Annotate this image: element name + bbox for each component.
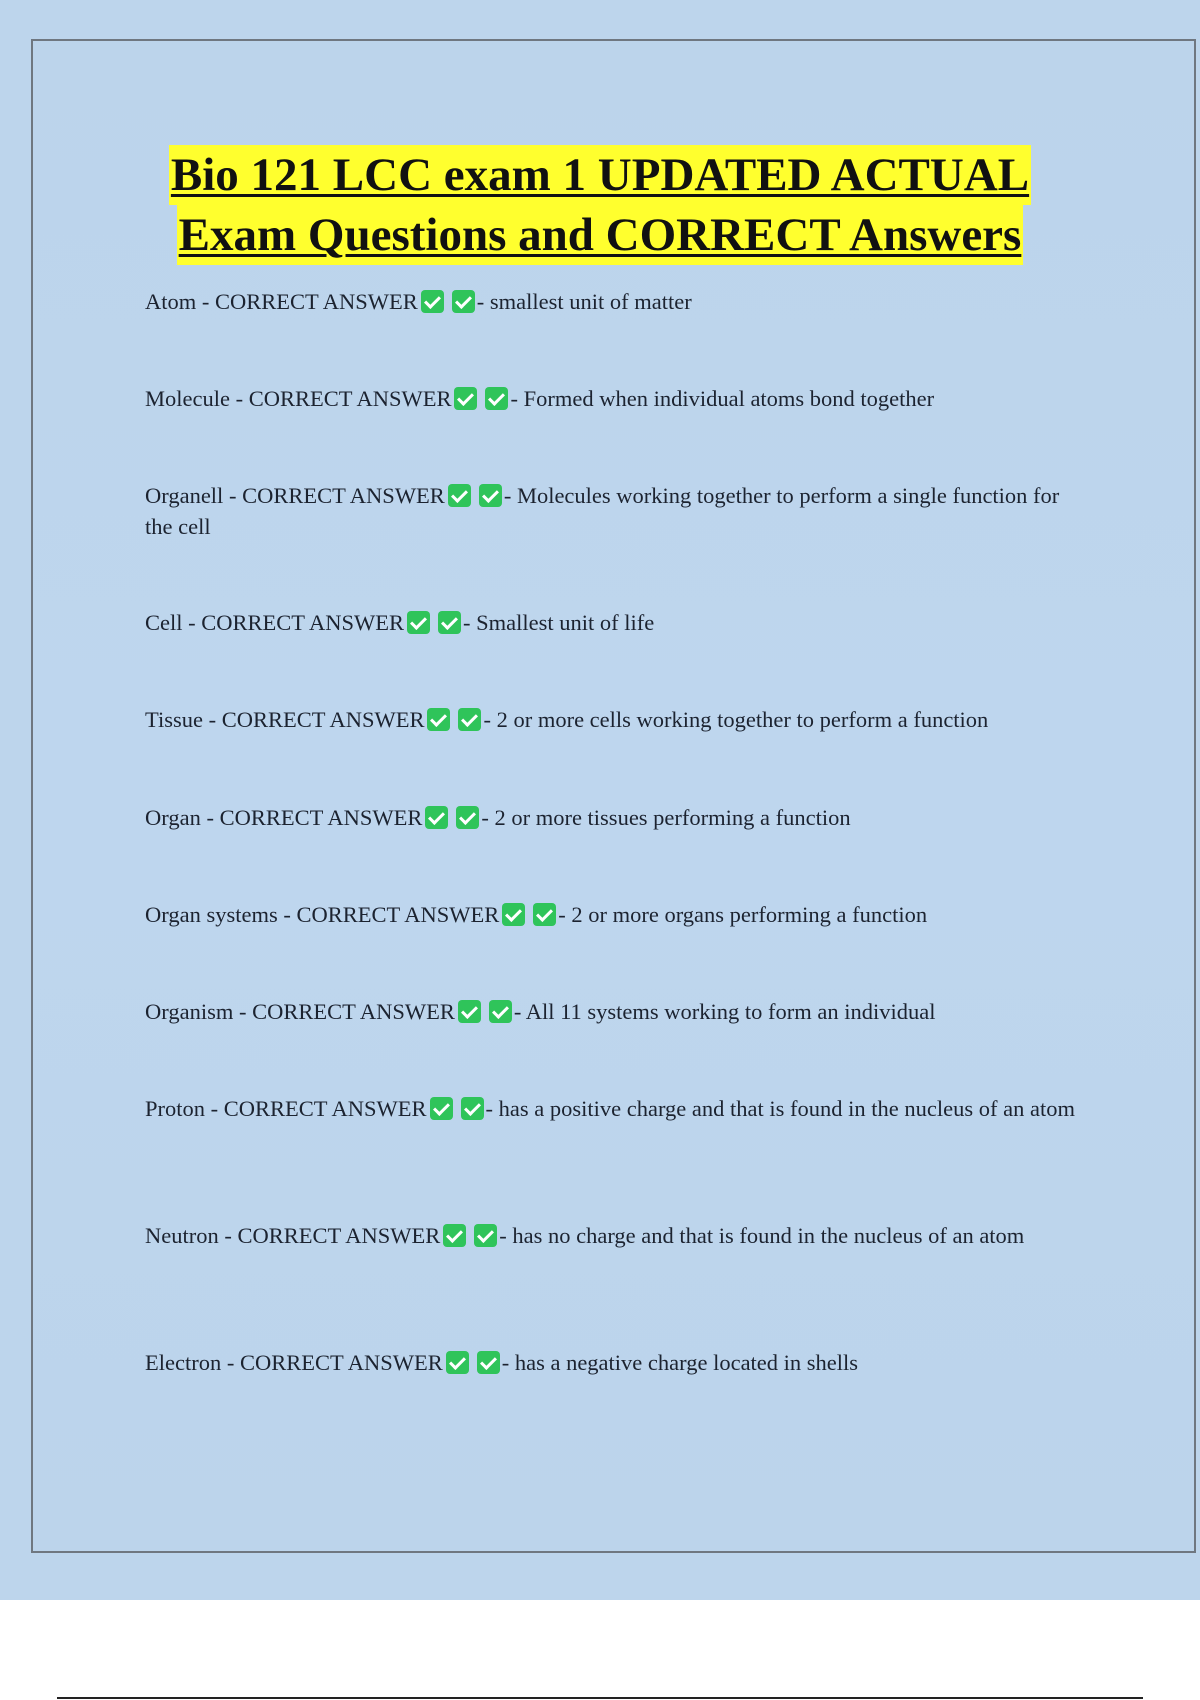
answer-marker: CORRECT ANSWER bbox=[237, 1223, 441, 1248]
qa-definition: has no charge and that is found in the nucleus of an atom bbox=[512, 1223, 1025, 1248]
answer-marker: CORRECT ANSWER bbox=[223, 1096, 427, 1121]
qa-term: Neutron bbox=[145, 1223, 219, 1248]
qa-definition: Smallest unit of life bbox=[476, 610, 655, 635]
check-icon bbox=[427, 708, 450, 731]
qa-term: Electron bbox=[145, 1350, 222, 1375]
qa-item-electron: Electron - CORRECT ANSWER - has a negative charge located in shells bbox=[145, 1350, 859, 1375]
qa-definition: has a negative charge located in shells bbox=[514, 1350, 859, 1375]
title-line-2: Exam Questions and CORRECT Answers bbox=[177, 205, 1024, 265]
qa-term: Cell bbox=[145, 610, 183, 635]
qa-item-organell: Organell - CORRECT ANSWER - Molecules working together to perform a single function for the cell bbox=[145, 483, 1060, 539]
title-line-1: Bio 121 LCC exam 1 UPDATED ACTUAL bbox=[169, 145, 1031, 205]
check-icon bbox=[479, 484, 502, 507]
answer-marker: CORRECT ANSWER bbox=[248, 386, 452, 411]
qa-definition: Formed when individual atoms bond together bbox=[523, 386, 935, 411]
answer-marker: CORRECT ANSWER bbox=[296, 902, 500, 927]
qa-item-proton: Proton - CORRECT ANSWER - has a positive charge and that is found in the nucleus of an atom bbox=[145, 1096, 1075, 1121]
qa-definition: smallest unit of matter bbox=[489, 289, 692, 314]
qa-definition: has a positive charge and that is found in the nucleus of an atom bbox=[498, 1096, 1075, 1121]
qa-item-organism: Organism - CORRECT ANSWER - All 11 systems working to form an individual bbox=[145, 999, 936, 1024]
qa-item-organ-systems: Organ systems - CORRECT ANSWER - 2 or more organs performing a function bbox=[145, 902, 928, 927]
qa-term: Atom bbox=[145, 289, 197, 314]
qa-term: Organ bbox=[145, 805, 201, 830]
qa-term: Proton bbox=[145, 1096, 206, 1121]
check-icon bbox=[425, 806, 448, 829]
answer-marker: CORRECT ANSWER bbox=[221, 707, 425, 732]
check-icon bbox=[421, 290, 444, 313]
qa-definition: 2 or more tissues performing a function bbox=[494, 805, 851, 830]
qa-term: Molecule bbox=[145, 386, 230, 411]
qa-definition: All 11 systems working to form an individual bbox=[525, 999, 936, 1024]
answer-marker: CORRECT ANSWER bbox=[219, 805, 423, 830]
qa-term: Organism bbox=[145, 999, 234, 1024]
check-icon bbox=[443, 1224, 466, 1247]
qa-definition: 2 or more cells working together to perform a function bbox=[496, 707, 989, 732]
check-icon bbox=[438, 611, 461, 634]
qa-item-molecule: Molecule - CORRECT ANSWER - Formed when individual atoms bond together bbox=[145, 386, 935, 411]
qa-item-organ: Organ - CORRECT ANSWER - 2 or more tissues performing a function bbox=[145, 805, 851, 830]
check-icon bbox=[448, 484, 471, 507]
answer-marker: CORRECT ANSWER bbox=[201, 610, 404, 635]
check-icon bbox=[458, 708, 481, 731]
check-icon bbox=[454, 387, 477, 410]
check-icon bbox=[456, 806, 479, 829]
check-icon bbox=[474, 1224, 497, 1247]
check-icon bbox=[502, 903, 525, 926]
check-icon bbox=[407, 611, 430, 634]
qa-item-neutron: Neutron - CORRECT ANSWER - has no charge and that is found in the nucleus of an atom bbox=[145, 1223, 1025, 1248]
answer-marker: CORRECT ANSWER bbox=[215, 289, 418, 314]
check-icon bbox=[489, 1000, 512, 1023]
answer-marker: CORRECT ANSWER bbox=[252, 999, 455, 1024]
check-icon bbox=[452, 290, 475, 313]
check-icon bbox=[430, 1097, 453, 1120]
check-icon bbox=[458, 1000, 481, 1023]
answer-marker: CORRECT ANSWER bbox=[239, 1350, 443, 1375]
qa-item-atom: Atom - CORRECT ANSWER - smallest unit of matter bbox=[145, 289, 692, 314]
check-icon bbox=[477, 1351, 500, 1374]
document-title bbox=[0, 145, 1200, 265]
check-icon bbox=[485, 387, 508, 410]
qa-term: Tissue bbox=[145, 707, 203, 732]
qa-definition: Molecules working together to perform a single function for the cell bbox=[145, 483, 1060, 539]
qa-term: Organell bbox=[145, 483, 224, 508]
check-icon bbox=[461, 1097, 484, 1120]
check-icon bbox=[446, 1351, 469, 1374]
qa-term: Organ systems bbox=[145, 902, 278, 927]
answer-marker: CORRECT ANSWER bbox=[242, 483, 445, 508]
page-border-frame bbox=[31, 39, 1196, 1553]
qa-definition: 2 or more organs performing a function bbox=[571, 902, 928, 927]
qa-item-tissue: Tissue - CORRECT ANSWER - 2 or more cells working together to perform a function bbox=[145, 707, 989, 732]
footer-divider bbox=[57, 1697, 1143, 1699]
qa-item-cell: Cell - CORRECT ANSWER - Smallest unit of life bbox=[145, 610, 655, 635]
check-icon bbox=[533, 903, 556, 926]
